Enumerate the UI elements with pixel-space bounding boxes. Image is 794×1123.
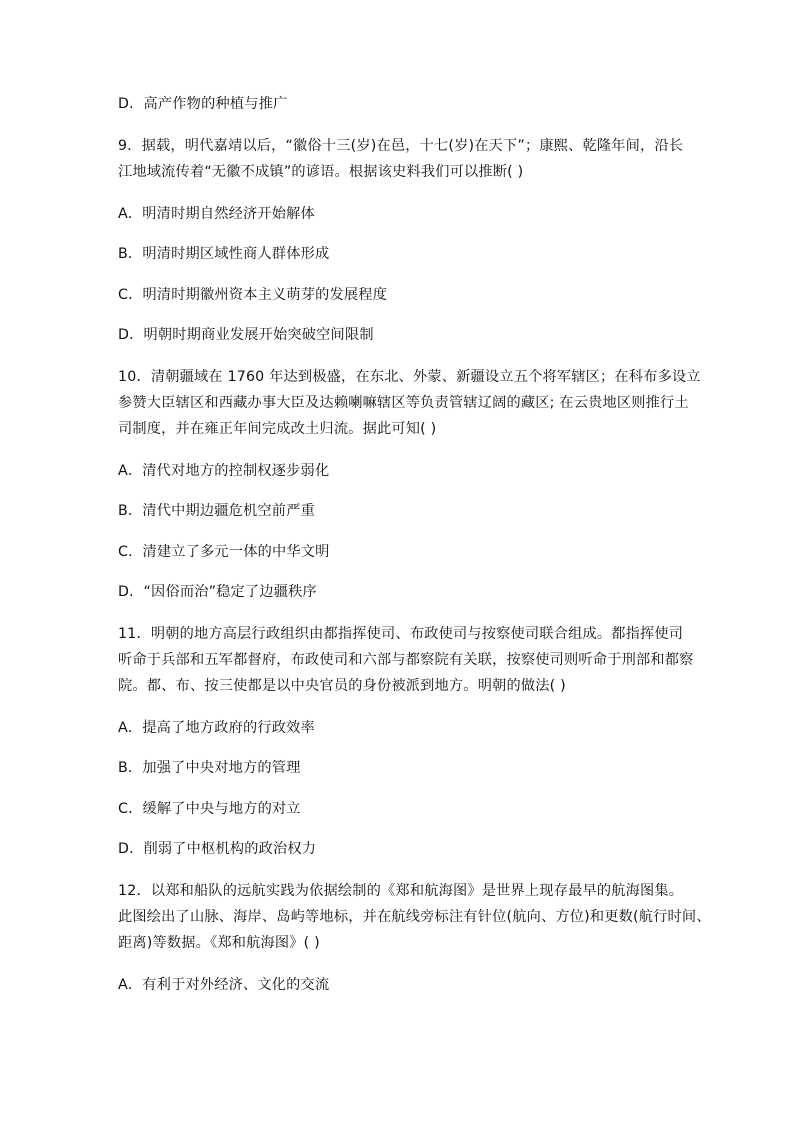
q9-stem-line-2: 江地域流传着“无徽不成镇”的谚语。根据该史料我们可以推断( ) bbox=[118, 164, 524, 180]
q9-option-b: B．明清时期区域性商人群体形成 bbox=[118, 246, 330, 262]
q11-option-d: D．削弱了中枢机构的政治权力 bbox=[118, 841, 317, 857]
q11-stem-line-1: 11．明朝的地方高层行政组织由都指挥使司、布政使司与按察使司联合组成。都指挥使司 bbox=[118, 626, 684, 642]
q9-option-d: D．明朝时期商业发展开始突破空间限制 bbox=[118, 327, 374, 343]
q11-option-b: B．加强了中央对地方的管理 bbox=[118, 760, 301, 776]
q8-option-d: D．高产作物的种植与推广 bbox=[118, 96, 288, 112]
q11-option-a: A．提高了地方政府的行政效率 bbox=[118, 720, 315, 736]
q12-stem-line-3: 距离)等数据。《郑和航海图》( ) bbox=[118, 935, 320, 951]
q12-stem-line-2: 此图绘出了山脉、海岸、岛屿等地标，并在航线旁标注有针位(航向、方位)和更数(航行时间、 bbox=[118, 909, 711, 925]
q12-stem-line-1: 12．以郑和船队的远航实践为依据绘制的《郑和航海图》是世界上现存最早的航海图集。 bbox=[118, 883, 684, 899]
q10-stem-line-3: 司制度，并在雍正年间完成改土归流。据此可知( ) bbox=[118, 421, 437, 437]
q10-option-d: D．“因俗而治”稳定了边疆秩序 bbox=[118, 584, 317, 600]
q11-stem-line-2: 听命于兵部和五军都督府，布政使司和六部与都察院有关联，按察使司则听命于刑部和都察 bbox=[118, 652, 694, 668]
q11-option-c: C．缓解了中央与地方的对立 bbox=[118, 801, 301, 817]
q10-option-a: A．清代对地方的控制权逐步弱化 bbox=[118, 463, 330, 479]
q10-stem-line-2: 参赞大臣辖区和西藏办事大臣及达赖喇嘛辖区等负责管辖辽阔的藏区; 在云贵地区则推行土 bbox=[118, 395, 689, 411]
q9-stem-line-1: 9．据载，明代嘉靖以后，“徽俗十三(岁)在邑，十七(岁)在天下”；康熙、乾隆年间，沿长 bbox=[118, 138, 684, 154]
q9-option-a: A．明清时期自然经济开始解体 bbox=[118, 206, 315, 222]
q10-option-c: C．清建立了多元一体的中华文明 bbox=[118, 544, 330, 560]
q10-stem-line-1: 10．清朝疆域在 1760 年达到极盛，在东北、外蒙、新疆设立五个将军辖区；在科布多设立 bbox=[118, 369, 701, 385]
q12-option-a: A．有利于对外经济、文化的交流 bbox=[118, 977, 330, 993]
q9-option-c: C．明清时期徽州资本主义萌芽的发展程度 bbox=[118, 287, 388, 303]
q10-option-b: B．清代中期边疆危机空前严重 bbox=[118, 503, 315, 519]
q11-stem-line-3: 院。都、布、按三使都是以中央官员的身份被派到地方。明朝的做法( ) bbox=[118, 678, 566, 694]
